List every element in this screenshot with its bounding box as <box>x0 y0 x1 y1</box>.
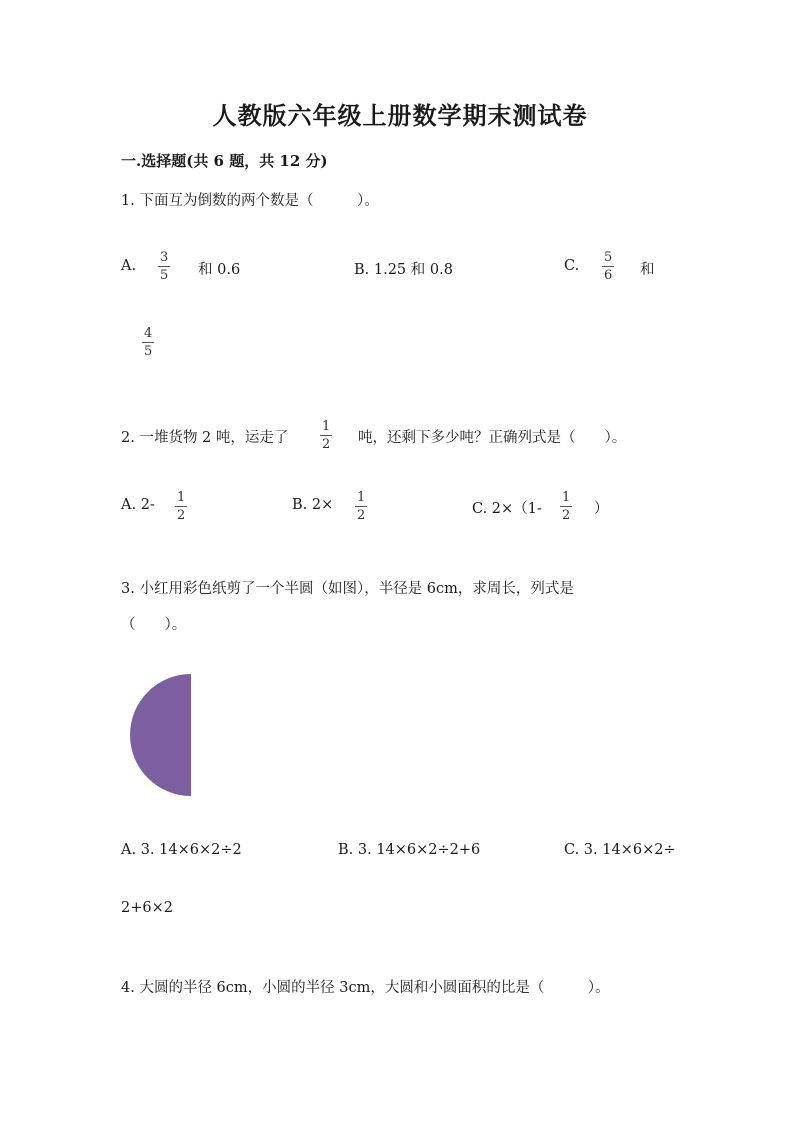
section-heading: 一.选择题(共 6 题，共 12 分) <box>121 152 328 170</box>
fraction-denominator: 2 <box>357 508 366 523</box>
q3-option-c-continued: 2+6×2 <box>121 900 173 916</box>
q2-option-c-fraction <box>560 490 572 523</box>
fraction-denominator: 2 <box>177 508 186 523</box>
q2-option-b-fraction <box>355 490 367 523</box>
question-3-stem-line1: 3. 小红用彩色纸剪了一个半圆（如图），半径是 6cm，求周长，列式是 <box>121 581 574 597</box>
q2-option-a-fraction <box>175 490 187 523</box>
fraction-bar <box>602 266 614 267</box>
q3-option-b: B. 3. 14×6×2÷2+6 <box>338 842 481 858</box>
q1-option-a-label: A. <box>121 258 137 274</box>
q3-option-c: C. 3. 14×6×2÷ <box>564 842 676 858</box>
fraction-bar <box>560 506 572 507</box>
fraction-denominator: 2 <box>562 508 571 523</box>
q2-stem-fraction <box>320 419 332 452</box>
fraction-numerator: 5 <box>604 250 613 265</box>
semicircle-figure <box>128 672 194 798</box>
fraction-bar <box>158 266 170 267</box>
q2-option-c: C. 2×（1- <box>472 501 542 517</box>
q1-option-a-fraction <box>158 250 170 283</box>
fraction-denominator: 2 <box>322 437 331 452</box>
fraction-numerator: 1 <box>322 419 331 434</box>
fraction-bar <box>355 506 367 507</box>
q1-option-c-fraction <box>602 250 614 283</box>
fraction-denominator: 5 <box>160 268 169 283</box>
q2-option-b: B. 2× <box>292 497 334 513</box>
q2-option-c-close: ） <box>594 501 609 517</box>
semicircle-shape <box>130 674 191 796</box>
question-1-stem: 1. 下面互为倒数的两个数是（ ）。 <box>121 193 379 209</box>
question-2-stem-a: 2. 一堆货物 2 吨，运走了 <box>121 430 289 446</box>
q1-option-a-rest: 和 0.6 <box>198 262 241 278</box>
q2-option-a: A. 2- <box>121 497 155 513</box>
fraction-denominator: 5 <box>144 344 153 359</box>
question-2-stem-b: 吨，还剩下多少吨？正确列式是（ ）。 <box>358 430 627 446</box>
fraction-bar <box>142 342 154 343</box>
fraction-numerator: 1 <box>562 490 571 505</box>
fraction-bar <box>320 435 332 436</box>
fraction-numerator: 4 <box>144 326 153 341</box>
page-title: 人教版六年级上册数学期末测试卷 <box>212 101 588 130</box>
question-4-stem: 4. 大圆的半径 6cm，小圆的半径 3cm，大圆和小圆面积的比是（ ）。 <box>121 980 610 996</box>
fraction-bar <box>175 506 187 507</box>
fraction-numerator: 1 <box>357 490 366 505</box>
q1-option-c-fraction-2 <box>142 326 154 359</box>
q3-option-a: A. 3. 14×6×2÷2 <box>121 842 242 858</box>
q1-option-b: B. 1.25 和 0.8 <box>354 262 453 278</box>
fraction-numerator: 3 <box>160 250 169 265</box>
question-3-stem-line2: （ ）。 <box>121 617 187 633</box>
fraction-denominator: 6 <box>604 268 613 283</box>
q1-option-c-label: C. <box>564 258 580 274</box>
fraction-numerator: 1 <box>177 490 186 505</box>
q1-option-c-rest: 和 <box>640 262 655 278</box>
